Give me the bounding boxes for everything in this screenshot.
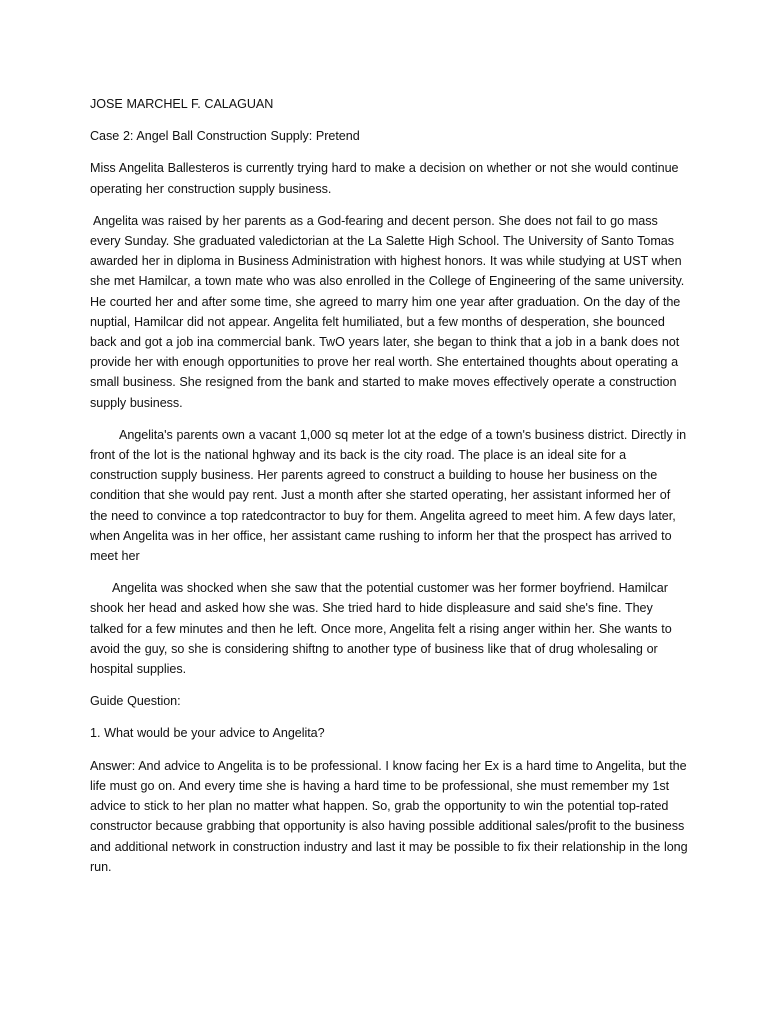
answer-text: Answer: And advice to Angelita is to be professional. I know facing her Ex is a hard time to Angelita, but the life must go on. And every time she is having a hard time to be professional, she must remember my 1st advice to stick to her plan no matter what happen. So, grab the opportunity to win the potential top-rated constructor because grabbing that opportunity is also having possible additional sales/profit to the business and additional network in construction industry and last it may be possible to fix their relationship in the long run.	[90, 758, 688, 874]
question-text: 1. What would be your advice to Angelita?	[90, 726, 325, 741]
intro-paragraph: Miss Angelita Ballesteros is currently trying hard to make a decision on whether or not she would continue operating her construction supply business.	[90, 161, 679, 196]
encounter-paragraph: Angelita was shocked when she saw that the potential customer was her former boyfriend. Hamilcar shook her head and asked how she was. She tried hard to hide displeasure and said she's fine. They talked for a few minutes and then he left. Once more, Angelita felt a rising anger within her. She wants to avoid the guy, so she is considering shiftng to another type of business like that of drug wholesaling or hospital supplies.	[90, 581, 672, 677]
case-title: Case 2: Angel Ball Construction Supply: Pretend	[90, 129, 360, 144]
background-paragraph: Angelita was raised by her parents as a God-fearing and decent person. She does not fail to go mass every Sunday. She graduated valedictorian at the La Salette High School. The University of Santo Tomas awarded her in diploma in Business Administration with highest honors. It was while studying at UST when she met Hamilcar, a town mate who was also enrolled in the College of Engineering of the same university. He courted her and after some time, she agreed to marry him one year after graduation. On the day of the nuptial, Hamilcar did not appear. Angelita felt humiliated, but a few months of desperation, she bounced back and got a job ina commercial bank. TwO years later, she began to think that a job in a bank does not provide her with enough opportunities to prove her real worth. She entertained thoughts about operating a small business. She resigned from the bank and started to make moves effectively operate a construction supply business.	[90, 213, 685, 410]
guide-heading: Guide Question:	[90, 694, 181, 709]
author-name: JOSE MARCHEL F. CALAGUAN	[90, 97, 274, 111]
business-paragraph: Angelita's parents own a vacant 1,000 sq meter lot at the edge of a town's business district. Directly in front of the lot is the national hghway and its back is the city road. The place is an ideal site for a construction supply business. Her parents agreed to construct a building to house her business on the condition that she would pay rent. Just a month after she started operating, her assistant informed her of the need to convince a top ratedcontractor to buy for them. Angelita agreed to meet him. A few days later, when Angelita was in her office, her assistant came rushing to inform her that the prospect has arrived to meet her	[90, 427, 687, 564]
